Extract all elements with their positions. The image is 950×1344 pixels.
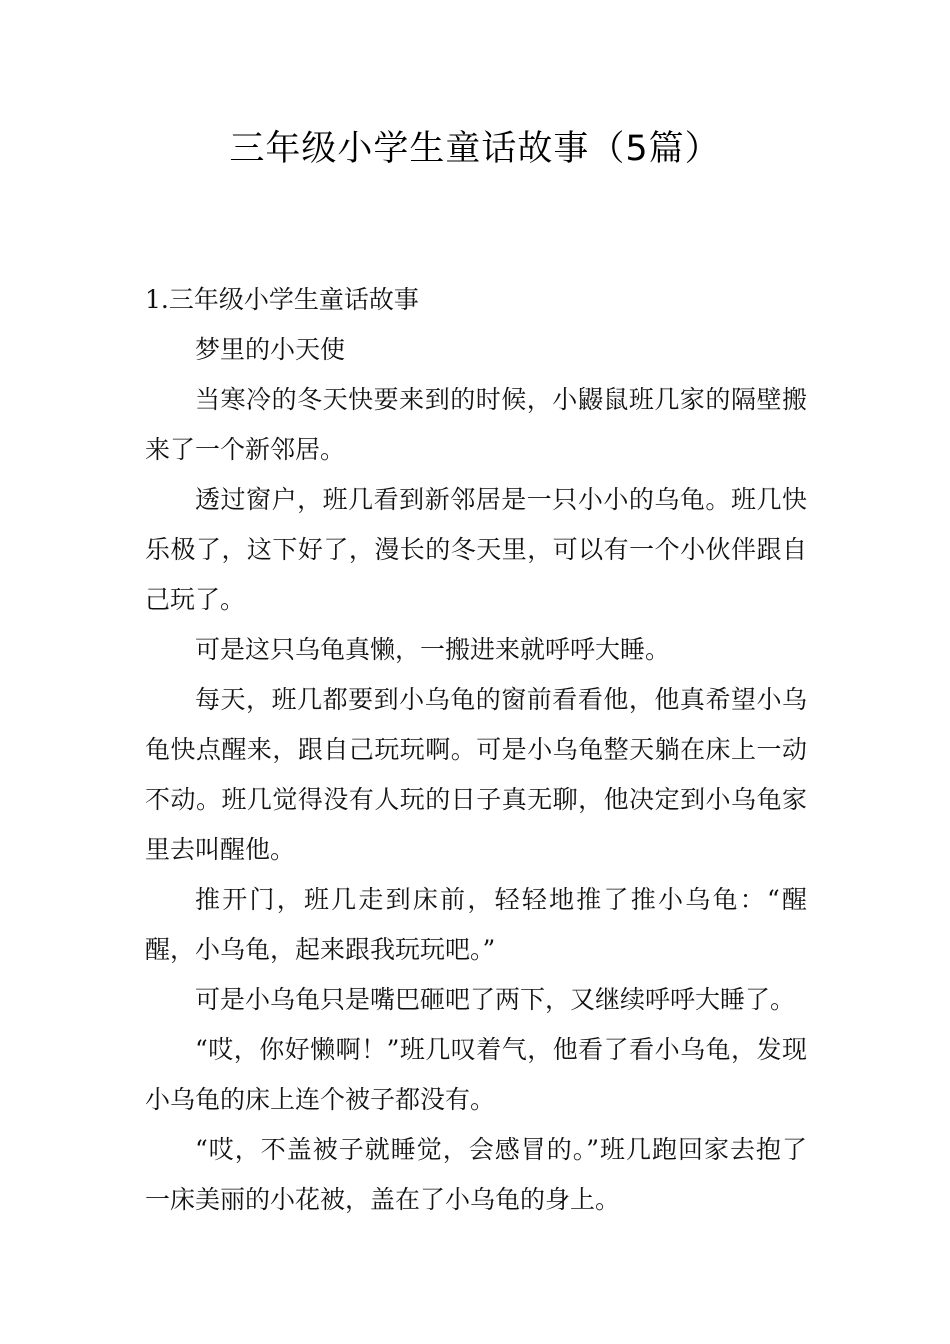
paragraph: 当寒冷的冬天快要来到的时候，小鼹鼠班几家的隔壁搬来了一个新邻居。 [145, 385, 807, 464]
paragraph: “哎，你好懒啊！”班几叹着气，他看了看小乌龟，发现小乌龟的床上连个被子都没有。 [145, 1035, 807, 1114]
paragraph: 透过窗户，班几看到新邻居是一只小小的乌龟。班几快乐极了，这下好了，漫长的冬天里，可以有一个小伙伴跟自己玩了。 [145, 485, 807, 614]
paragraph: 推开门，班几走到床前，轻轻地推了推小乌龟：“醒醒，小乌龟，起来跟我玩玩吧。” [145, 885, 807, 964]
paragraph: 可是这只乌龟真懒，一搬进来就呼呼大睡。 [195, 635, 671, 664]
document-body [145, 275, 807, 1225]
story-title: 梦里的小天使 [195, 335, 346, 364]
section-heading: 1.三年级小学生童话故事 [145, 285, 419, 314]
paragraph: 每天，班几都要到小乌龟的窗前看看他，他真希望小乌龟快点醒来，跟自己玩玩啊。可是小乌龟整天躺在床上一动不动。班几觉得没有人玩的日子真无聊，他决定到小乌龟家里去叫醒他。 [145, 685, 807, 864]
paragraph: 可是小乌龟只是嘴巴砸吧了两下，又继续呼呼大睡了。 [195, 985, 796, 1014]
paragraph: “哎，不盖被子就睡觉，会感冒的。”班几跑回家去抱了一床美丽的小花被，盖在了小乌龟的身上。 [145, 1135, 807, 1214]
document-title: 三年级小学生童话故事（5篇） [229, 129, 721, 169]
